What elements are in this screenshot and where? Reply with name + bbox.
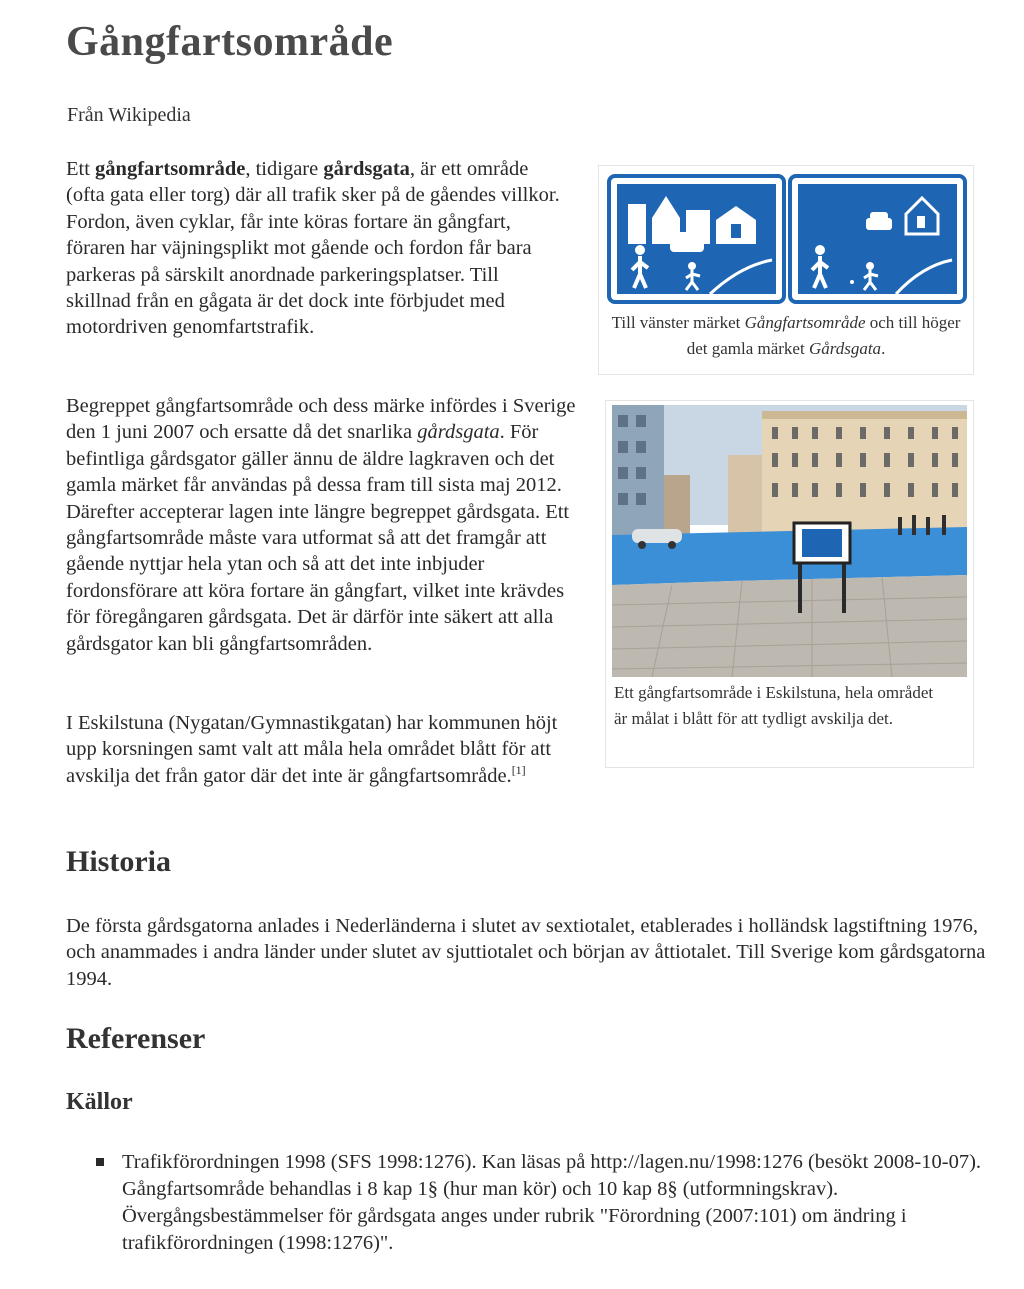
gangfartsomrade-sign-icon bbox=[609, 176, 784, 302]
paragraph-begreppet bbox=[66, 393, 586, 657]
caption1-text-2: och till höger det gamla märket bbox=[686, 313, 961, 358]
bullet-icon bbox=[96, 1158, 104, 1166]
p3-text: I Eskilstuna (Nygatan/Gymnastikgatan) har kommunen höjt upp korsningen samt valt att måla hela området blått för att avskilja det från gator där det inte är gångfartsområde. bbox=[66, 712, 558, 787]
source-line: Från Wikipedia bbox=[67, 104, 191, 126]
intro-text-2: , tidigare bbox=[245, 158, 324, 180]
figure-signs-caption bbox=[602, 310, 970, 362]
eskilstuna-photo bbox=[612, 405, 967, 677]
intro-text-3: , är ett område (ofta gata eller torg) där all trafik sker på de gåendes villkor. Fordon, även cyklar, får inte köras fortare än gångfart, föraren har väjningsplikt mot gående och fordon får bara parkeras på särskilt anordnade parkeringsplatser. Till skillnad från en gågata är det dock inte förbjudet med motordriven genomfartstrafik. bbox=[66, 158, 560, 339]
signs-image bbox=[600, 170, 972, 310]
caption1-italic-2: Gårdsgata bbox=[808, 339, 882, 358]
article-title: Gångfartsområde bbox=[66, 19, 394, 65]
caption1-text-1: Till vänster märket bbox=[611, 313, 745, 332]
caption1-italic-1: Gångfartsområde bbox=[744, 313, 866, 332]
gardsgata-sign-icon bbox=[790, 176, 965, 302]
term-gardsgata: gårdsgata bbox=[323, 158, 410, 180]
paragraph-eskilstuna bbox=[66, 710, 586, 789]
heading-historia: Historia bbox=[66, 845, 171, 878]
intro-paragraph bbox=[66, 156, 566, 341]
caption1-text-3: . bbox=[881, 339, 886, 358]
paragraph-historia: De första gårdsgatorna anlades i Nederländerna i slutet av sextiotalet, etablerades i holländsk lagstiftning 1976, och anammades i andra länder under slutet av sjuttiotalet och början av åttiotalet. Till Sverige kom gårdsgatorna 1994. bbox=[66, 915, 986, 990]
p2-italic: gårdsgata bbox=[417, 421, 500, 444]
figure-eskilstuna-caption: Ett gångfartsområde i Eskilstuna, hela området är målat i blått för att tydligt avskilja det. bbox=[614, 683, 934, 728]
citation-link-1[interactable]: [1] bbox=[511, 762, 526, 777]
p2-text-2: . För befintliga gårdsgator gäller ännu de äldre lagkraven och det gamla märket får användas på dessa fram till sista maj 2012. Därefter accepterar lagen inte längre begreppet gårdsgata. Ett gångfartsområde måste vara utformat så att det framgår att gående nyttjar hela ytan och så att det inte inbjuder fordonsförare att köra fortare än gångfart, vilket inte krävdes för föregångaren gårdsgata. Det är därför inte säkert att alla gårdsgator kan bli gångfartsområden. bbox=[66, 421, 570, 655]
p2-text-1: Begreppet gångfartsområde och dess märke infördes i Sverige den 1 juni 2007 och ersatte då det snarlika bbox=[66, 395, 576, 444]
heading-kallor: Källor bbox=[66, 1089, 133, 1115]
intro-text-1: Ett bbox=[66, 158, 96, 180]
source-text: Trafikförordningen 1998 (SFS 1998:1276). Kan läsas på http://lagen.nu/1998:1276 (besökt 2008-10-07). Gångfartsområde behandlas i 8 kap 1§ (hur man kör) och 10 kap 8§ (utformningskrav). Övergångsbestämmelser för gårdsgata anges under rubrik "Förordning (2007:101) om ändring i trafikförordningen (1998:1276)". bbox=[122, 1151, 982, 1254]
heading-referenser: Referenser bbox=[66, 1022, 206, 1055]
term-gangfartsomrade: gångfartsområde bbox=[95, 158, 246, 180]
